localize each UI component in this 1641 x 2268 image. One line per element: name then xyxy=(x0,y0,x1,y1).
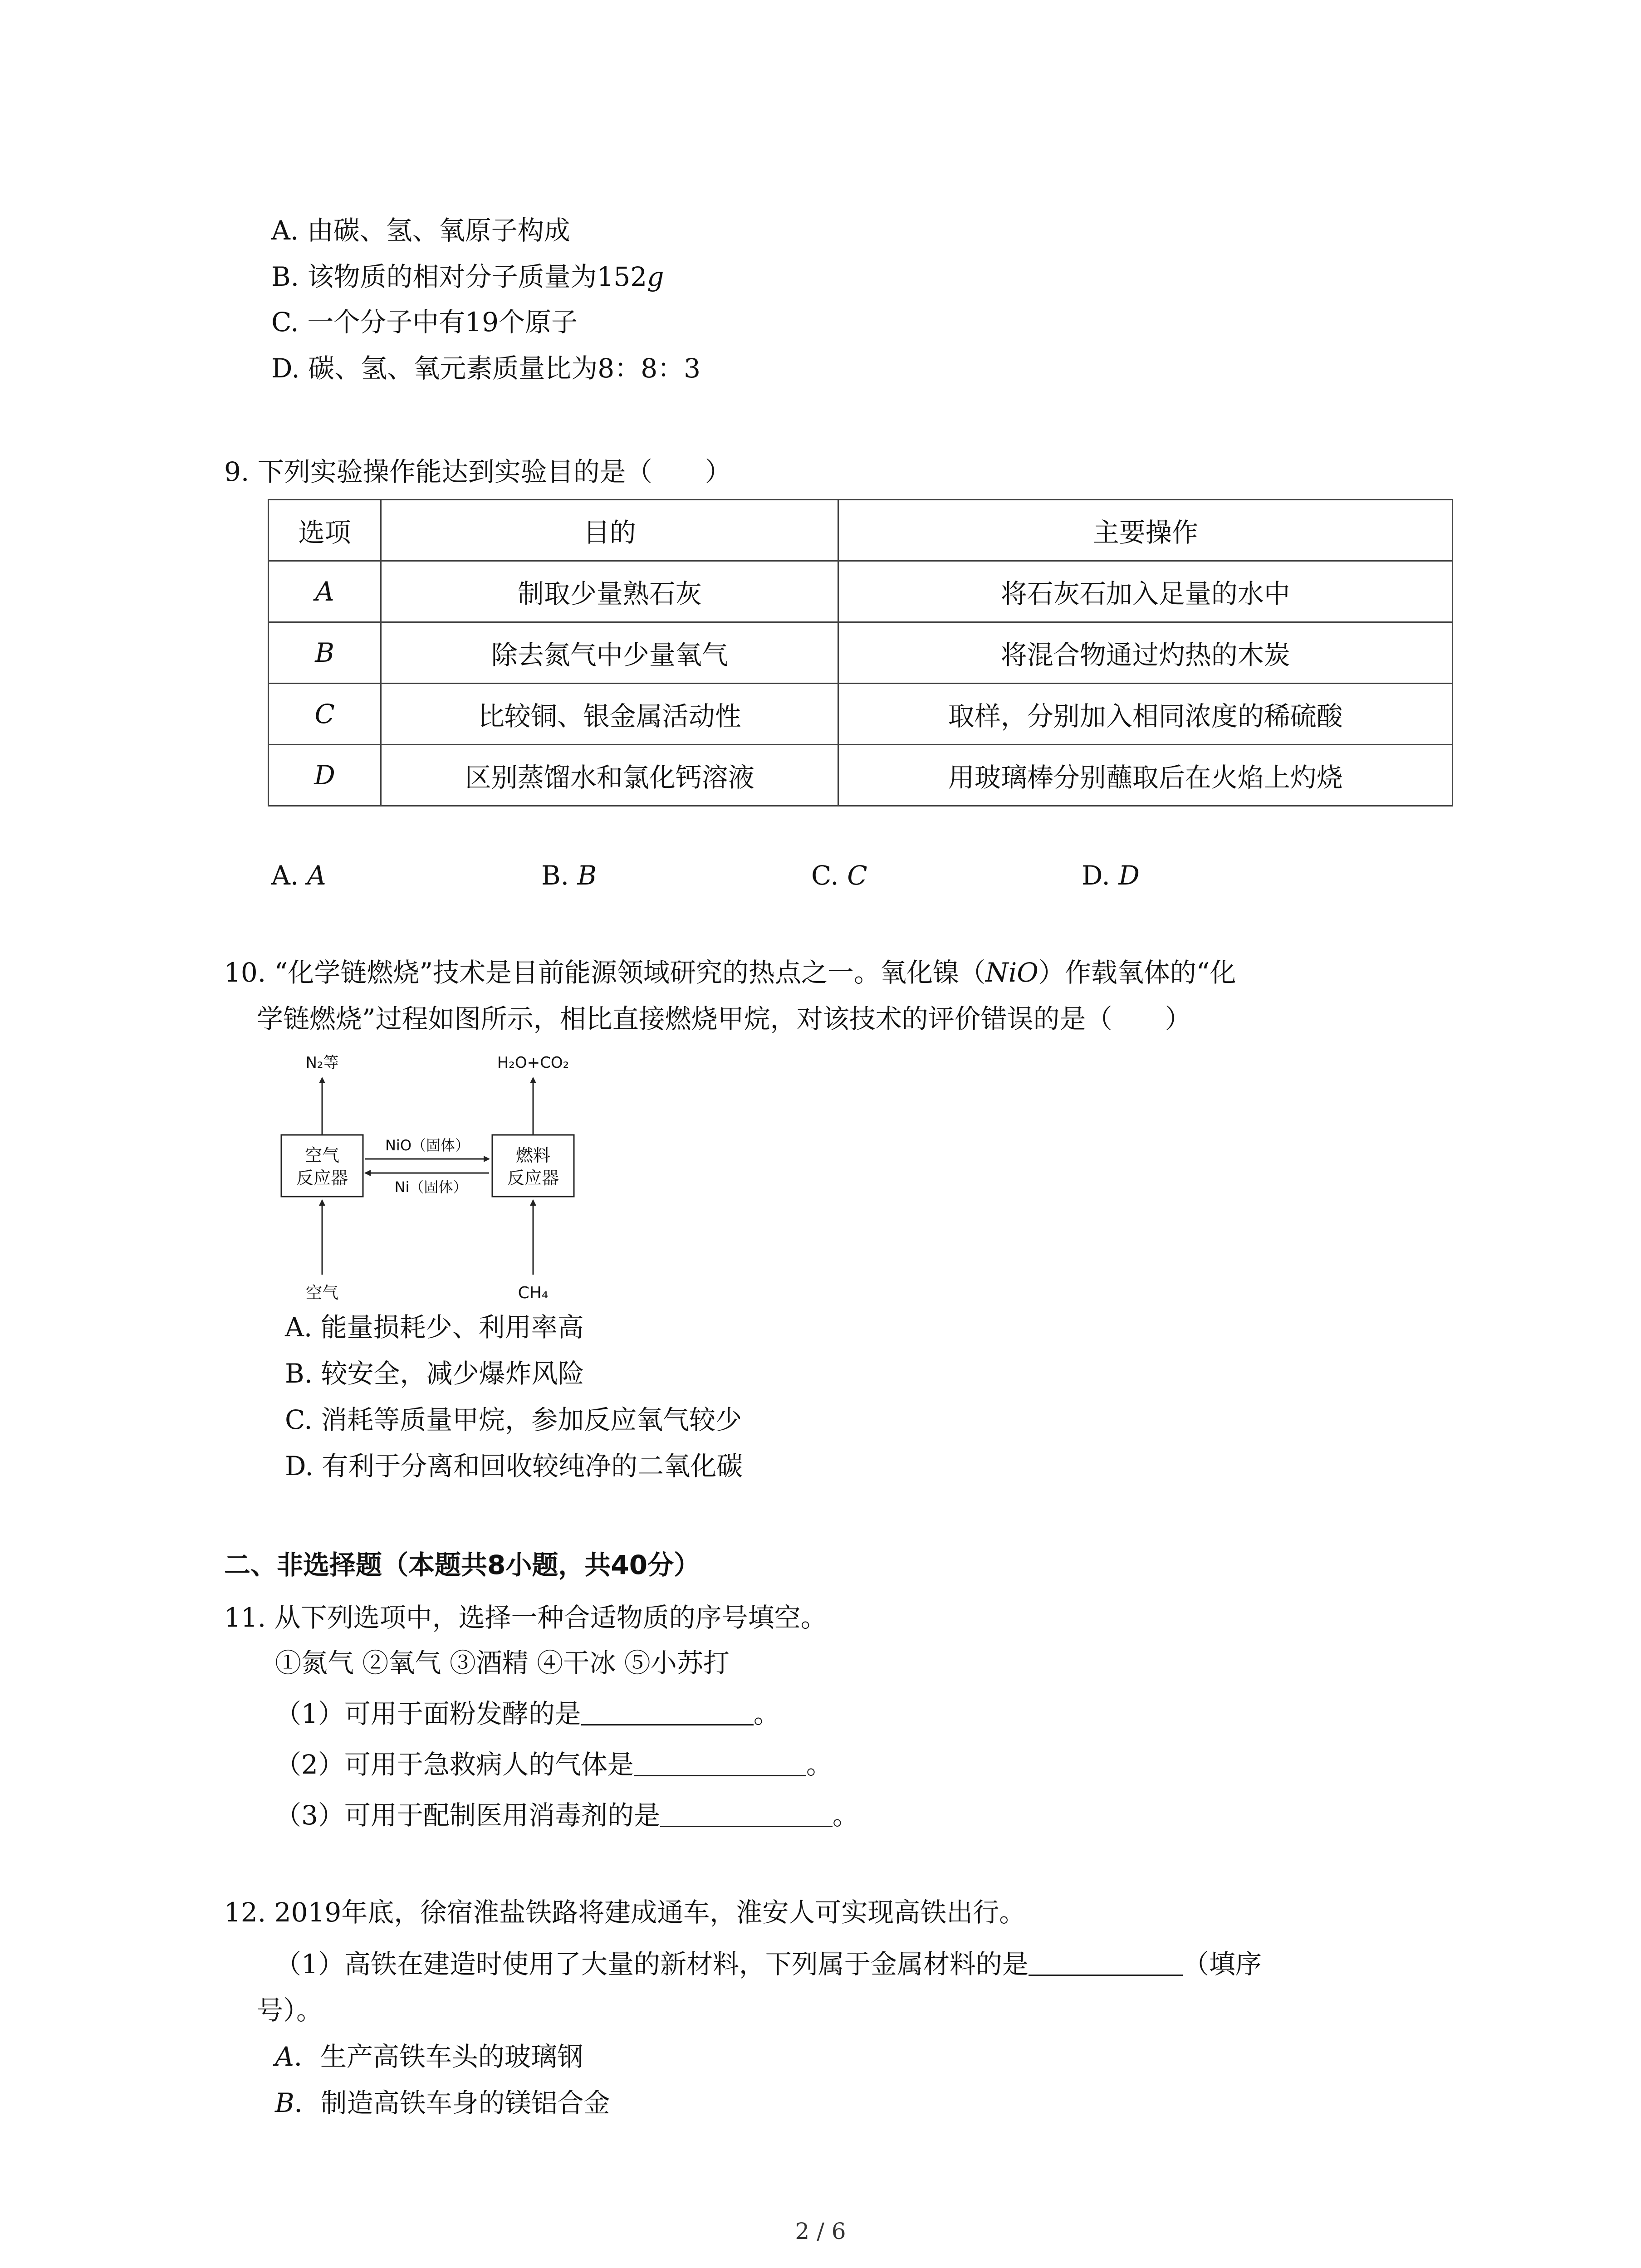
chemical-looping-diagram xyxy=(272,1048,590,1311)
q11-stem: 11. 从下列选项中，选择一种合适物质的序号填空。 xyxy=(224,1602,827,1633)
q11-sub3 xyxy=(275,1798,859,1833)
q10-stem-part-a: 10. “化学链燃烧”技术是目前能源领域研究的热点之一。氧化镍（ xyxy=(224,957,985,988)
q8-option-d: D. 碳、氢、氧元素质量比为8：8：3 xyxy=(271,353,701,384)
q12-sub1-cont: 号）。 xyxy=(257,1995,323,2026)
q12-option-b-text: ．制造高铁车身的镁铝合金 xyxy=(294,2087,610,2118)
q8-option-b xyxy=(271,259,664,294)
q12-option-a-label: A xyxy=(275,2041,294,2072)
q9-answer-a xyxy=(271,858,326,893)
q11-sub1-period: 。 xyxy=(753,1698,780,1729)
q9-answer-d-label: D. xyxy=(1082,860,1110,891)
q10-option-a: A. 能量损耗少、利用率高 xyxy=(285,1312,584,1343)
q10-option-c: C. 消耗等质量甲烷，参加反应氧气较少 xyxy=(285,1404,742,1435)
table-cell-operation: 用玻璃棒分别蘸取后在火焰上灼烧 xyxy=(838,745,1453,806)
bottom-left-input-label: 空气 xyxy=(305,1284,339,1302)
table-cell-option: B xyxy=(269,622,381,684)
table-cell-operation: 将混合物通过灼热的木炭 xyxy=(838,622,1453,684)
q9-answer-b-value: B xyxy=(577,860,597,891)
q12-option-a xyxy=(275,2039,583,2074)
q9-answer-d xyxy=(1082,858,1140,893)
page-number: 2 / 6 xyxy=(795,2218,846,2244)
table-row xyxy=(269,745,1453,806)
q9-answer-b-label: B. xyxy=(541,860,569,891)
top-right-output-label: H₂O+CO₂ xyxy=(497,1054,569,1072)
table-row xyxy=(269,684,1453,745)
q12-stem: 12. 2019年底，徐宿淮盐铁路将建成通车，淮安人可实现高铁出行。 xyxy=(224,1897,1026,1928)
q8-option-a: A. 由碳、氢、氧原子构成 xyxy=(271,215,570,246)
q9-answer-c xyxy=(811,858,867,893)
air-reactor-label-2: 反应器 xyxy=(296,1168,348,1188)
q11-sub1-text: （1）可用于面粉发酵的是 xyxy=(275,1698,581,1729)
q11-choices: ①氮气 ②氧气 ③酒精 ④干冰 ⑤小苏打 xyxy=(275,1647,730,1678)
table-row xyxy=(269,561,1453,622)
q11-sub2 xyxy=(275,1747,833,1782)
top-left-output-label: N₂等 xyxy=(305,1054,339,1072)
air-reactor-label-1: 空气 xyxy=(304,1145,340,1165)
q8-option-c: C. 一个分子中有19个原子 xyxy=(271,307,578,337)
fuel-reactor-label-2: 反应器 xyxy=(507,1168,559,1188)
table-cell-option: A xyxy=(269,561,381,622)
q12-sub1-tail: （填序 xyxy=(1182,1949,1262,1980)
table-cell-purpose: 除去氮气中少量氧气 xyxy=(381,622,838,684)
arrow-left-label: Ni（固体） xyxy=(394,1178,468,1196)
table-cell-operation: 将石灰石加入足量的水中 xyxy=(838,561,1453,622)
q11-sub3-blank xyxy=(660,1799,833,1827)
q11-sub2-period: 。 xyxy=(806,1749,833,1780)
q9-table xyxy=(268,499,1453,807)
table-cell-purpose: 制取少量熟石灰 xyxy=(381,561,838,622)
q11-sub1 xyxy=(275,1696,780,1731)
section-heading: 二、非选择题（本题共8小题，共40分） xyxy=(224,1549,700,1580)
q8-option-b-text: B. 该物质的相对分子质量为152 xyxy=(271,261,647,292)
q12-option-b xyxy=(275,2086,610,2120)
table-header-cell: 选项 xyxy=(269,500,381,561)
q11-sub2-blank xyxy=(634,1749,806,1776)
q9-answer-a-value: A xyxy=(307,860,326,891)
table-cell-option: C xyxy=(269,684,381,745)
q10-stem-nio: NiO xyxy=(985,957,1038,988)
q10-stem-line2: 学链燃烧”过程如图所示，相比直接燃烧甲烷，对该技术的评价错误的是（ ） xyxy=(257,1003,1191,1034)
table-cell-purpose: 比较铜、银金属活动性 xyxy=(381,684,838,745)
table-header-cell: 目的 xyxy=(381,500,838,561)
q10-option-d: D. 有利于分离和回收较纯净的二氧化碳 xyxy=(285,1451,743,1481)
q12-sub1-text: （1）高铁在建造时使用了大量的新材料，下列属于金属材料的是 xyxy=(275,1949,1029,1980)
q11-sub3-period: 。 xyxy=(832,1800,859,1831)
q11-sub1-blank xyxy=(581,1698,754,1725)
bottom-right-input-label: CH₄ xyxy=(518,1284,549,1302)
q10-stem-part-b: ）作载氧体的“化 xyxy=(1038,957,1236,988)
q10-stem-line1 xyxy=(224,955,1236,990)
arrow-right-label: NiO（固体） xyxy=(385,1137,470,1154)
q9-answer-a-label: A. xyxy=(271,860,299,891)
q12-sub1-blank xyxy=(1029,1948,1183,1976)
q12-option-a-text: ．生产高铁车头的玻璃钢 xyxy=(294,2041,583,2072)
q9-stem: 9. 下列实验操作能达到实验目的是（ ） xyxy=(224,456,731,487)
table-header-cell: 主要操作 xyxy=(838,500,1453,561)
q11-sub2-text: （2）可用于急救病人的气体是 xyxy=(275,1749,634,1780)
table-cell-purpose: 区别蒸馏水和氯化钙溶液 xyxy=(381,745,838,806)
table-cell-operation: 取样，分别加入相同浓度的稀硫酸 xyxy=(838,684,1453,745)
q12-option-b-label: B xyxy=(275,2087,294,2118)
q9-answer-c-label: C. xyxy=(811,860,839,891)
fuel-reactor-label-1: 燃料 xyxy=(515,1145,551,1165)
table-row xyxy=(269,622,1453,684)
q9-answer-c-value: C xyxy=(847,860,867,891)
q9-answer-d-value: D xyxy=(1118,860,1140,891)
q11-sub3-text: （3）可用于配制医用消毒剂的是 xyxy=(275,1800,660,1831)
table-cell-option: D xyxy=(269,745,381,806)
q8-option-b-unit: g xyxy=(647,261,664,292)
q12-sub1 xyxy=(275,1947,1262,1981)
q10-option-b: B. 较安全，减少爆炸风险 xyxy=(285,1358,584,1389)
table-header-row xyxy=(269,500,1453,561)
q9-answer-b xyxy=(541,858,597,893)
